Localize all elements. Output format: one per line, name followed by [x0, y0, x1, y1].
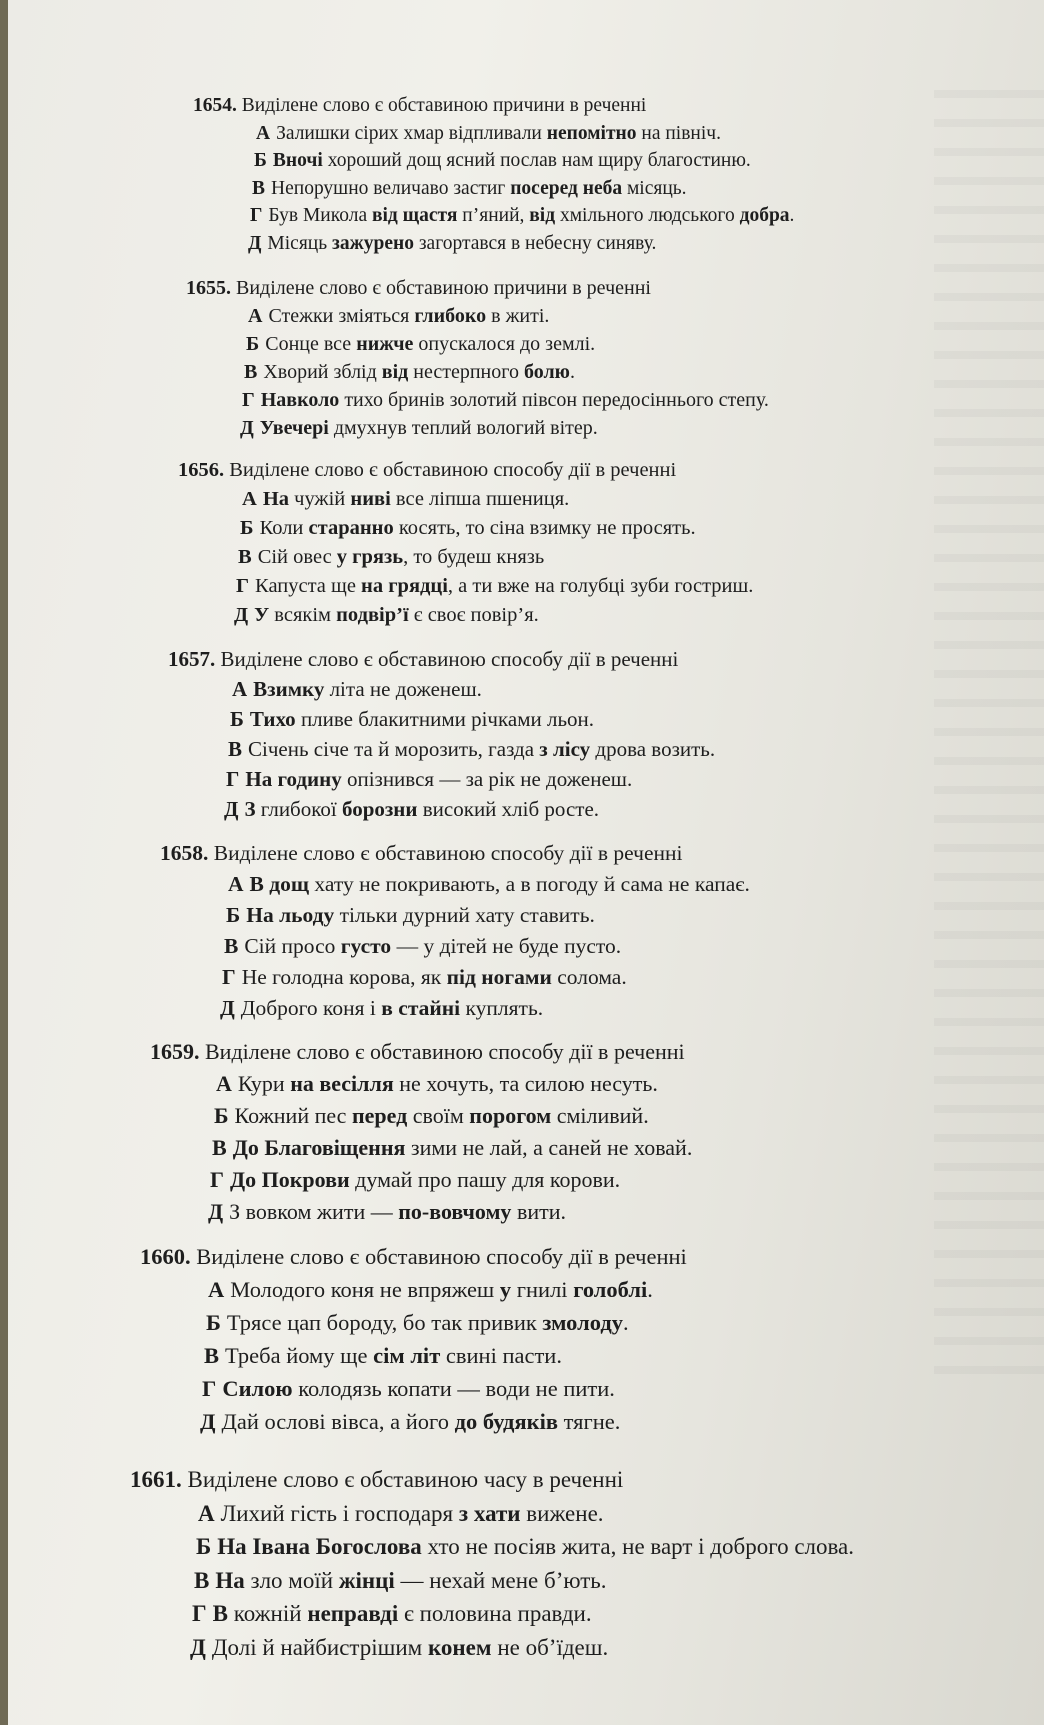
option-text: Капуста ще — [255, 575, 362, 597]
highlighted-word: від щастя — [371, 205, 458, 226]
answer-option-А — [256, 120, 1008, 148]
option-letter: Б — [214, 1103, 229, 1128]
option-letter: Д — [248, 232, 262, 254]
highlighted-word: конем — [427, 1634, 492, 1660]
option-text: тягне. — [557, 1409, 621, 1434]
option-letter: Д — [224, 797, 239, 821]
highlighted-word: болю — [523, 361, 570, 383]
answer-option-Д — [224, 794, 1008, 824]
option-text: хмільного людського — [555, 205, 740, 226]
option-letter: Б — [240, 517, 254, 539]
option-text: не об’їдеш. — [491, 1634, 609, 1660]
highlighted-word: глибоко — [414, 305, 487, 327]
answer-option-Б — [226, 900, 1008, 931]
question-number: 1661. — [130, 1467, 182, 1492]
question-prompt: Виділене слово є обставиною часу в реченні — [181, 1467, 624, 1492]
option-letter: А — [228, 872, 244, 896]
answer-option-Б — [246, 330, 1008, 358]
option-text: гнилі — [511, 1277, 574, 1302]
answer-option-А — [228, 869, 1008, 900]
highlighted-word: В — [212, 1601, 228, 1626]
question-1659 — [8, 1036, 1008, 1228]
option-letter: А — [248, 305, 263, 327]
option-letter: В — [228, 737, 243, 761]
question-heading — [140, 1240, 1008, 1273]
option-text: нестерпного — [408, 361, 524, 383]
answer-option-Г — [222, 962, 1008, 993]
option-letter: Б — [226, 903, 241, 927]
option-letter: Г — [236, 575, 250, 597]
answer-option-Д — [248, 230, 1008, 258]
question-1655 — [8, 274, 1008, 442]
answer-option-Д — [200, 1405, 1008, 1438]
highlighted-word: з хати — [458, 1500, 521, 1526]
highlighted-word: старанно — [308, 517, 394, 539]
option-text: З вовком жити — — [229, 1199, 399, 1224]
highlighted-word: під ногами — [446, 965, 552, 989]
option-text: Доброго коня і — [240, 996, 382, 1020]
highlighted-word: перед — [351, 1103, 408, 1128]
option-text: всякім — [269, 604, 337, 626]
answer-option-Д — [220, 993, 1008, 1024]
option-text: хто не посіяв жита, не варт і доброго слова. — [421, 1534, 855, 1559]
question-1657 — [8, 644, 1008, 824]
question-number: 1658. — [160, 841, 209, 865]
highlighted-word: До Покрови — [230, 1167, 350, 1192]
option-text: думай про пашу для корови. — [349, 1167, 621, 1192]
question-1661 — [8, 1463, 1008, 1664]
option-text: свині пасти. — [440, 1343, 562, 1368]
question-heading — [186, 274, 1008, 302]
answer-option-Б — [196, 1530, 1008, 1564]
answer-option-Г — [192, 1597, 1008, 1631]
option-text: Не голодна корова, як — [241, 965, 447, 989]
option-letter: В — [252, 177, 266, 199]
option-letter: Б — [206, 1310, 221, 1335]
option-letter: Г — [226, 767, 240, 791]
option-text: є половина правди. — [398, 1601, 592, 1626]
answer-option-Г — [210, 1164, 1008, 1196]
option-letter: В — [244, 361, 258, 383]
option-text: опускалося до землі. — [413, 333, 596, 355]
answer-option-Б — [230, 704, 1008, 734]
option-text: , а ти вже на голубці зуби гостриш. — [447, 575, 754, 597]
highlighted-word: в стайні — [381, 996, 461, 1020]
option-text: Хворий зблід — [263, 361, 382, 383]
highlighted-word: На — [262, 488, 290, 510]
highlighted-word: У — [254, 604, 270, 626]
question-prompt: Виділене слово є обставиною способу дії в реченні — [199, 1039, 685, 1064]
question-1658 — [8, 838, 1008, 1024]
highlighted-word: Вночі — [272, 150, 323, 171]
option-text: . — [569, 361, 575, 383]
question-heading — [130, 1463, 1008, 1497]
option-text: . — [647, 1277, 653, 1302]
answer-option-В — [194, 1564, 1008, 1598]
highlighted-word: по-вовчому — [398, 1199, 512, 1224]
highlighted-word: порогом — [469, 1103, 552, 1128]
option-text: дрова возить. — [590, 737, 716, 761]
option-text: дмухнув теплий вологий вітер. — [328, 417, 598, 439]
answer-option-В — [228, 734, 1008, 764]
option-letter: Д — [220, 996, 235, 1020]
option-text: опізнився — за рік не доженеш. — [341, 767, 633, 791]
option-text: . — [789, 205, 795, 226]
question-number: 1659. — [150, 1039, 200, 1064]
option-letter: В — [204, 1343, 220, 1368]
question-heading — [160, 838, 1008, 869]
highlighted-word: До Благовіщення — [232, 1135, 406, 1160]
option-letter: Б — [246, 333, 260, 355]
highlighted-word: голоблі — [573, 1277, 648, 1302]
option-text: Треба йому ще — [225, 1343, 374, 1368]
option-text: Дай ослові вівса, а його — [221, 1409, 455, 1434]
option-text: Трясе цап бороду, бо так привик — [226, 1310, 543, 1335]
option-text: літа не доженеш. — [324, 677, 482, 701]
question-number: 1656. — [178, 459, 225, 481]
option-text: Кожний пес — [234, 1103, 352, 1128]
question-1660 — [8, 1240, 1008, 1438]
highlighted-word: На — [215, 1567, 245, 1593]
option-text: Сій овес — [257, 546, 337, 568]
option-text: п’яний, — [457, 205, 530, 226]
option-text: — у дітей не буде пусто. — [391, 934, 622, 958]
highlighted-word: Увечері — [259, 417, 329, 439]
answer-option-В — [252, 175, 1008, 203]
highlighted-word: посеред неба — [510, 177, 623, 199]
option-letter: В — [194, 1567, 210, 1593]
option-text: колодязь копати — води не пити. — [292, 1376, 615, 1401]
question-number: 1654. — [193, 95, 237, 116]
highlighted-word: зажурено — [332, 232, 414, 254]
option-text: куплять. — [460, 996, 544, 1020]
answer-option-Г — [242, 386, 1008, 414]
option-text: Сонце все — [265, 333, 357, 355]
option-text: Місяць — [267, 232, 333, 254]
option-letter: Д — [200, 1409, 216, 1434]
option-letter: А — [256, 122, 271, 144]
answer-option-Г — [226, 764, 1008, 794]
answer-option-Г — [250, 202, 1008, 230]
option-text: кожній — [227, 1601, 308, 1626]
option-letter: А — [232, 677, 248, 701]
answer-option-А — [248, 302, 1008, 330]
option-text: тільки дурний хату ставить. — [334, 903, 595, 927]
question-prompt: Виділене слово є обставиною способу дії в реченні — [190, 1244, 687, 1269]
question-1654 — [8, 92, 1008, 257]
textbook-page — [8, 0, 1044, 1725]
highlighted-word: змолоду — [542, 1310, 623, 1335]
option-letter: А — [242, 488, 257, 510]
question-heading — [168, 644, 1008, 674]
option-letter: В — [212, 1135, 227, 1160]
option-text: в житі. — [486, 305, 550, 327]
option-letter: Г — [210, 1167, 224, 1192]
option-letter: Д — [240, 417, 254, 439]
question-number: 1660. — [140, 1244, 191, 1269]
option-letter: Г — [222, 965, 236, 989]
answer-option-А — [232, 674, 1008, 704]
answer-option-А — [242, 485, 1008, 514]
highlighted-word: В дощ — [249, 872, 310, 896]
answer-option-В — [212, 1132, 1008, 1164]
question-1656 — [8, 456, 1008, 630]
answer-option-Д — [240, 414, 1008, 442]
highlighted-word: з — [539, 737, 548, 761]
option-text: косять, то сіна взимку не просять. — [393, 517, 696, 539]
answer-option-Б — [240, 514, 1008, 543]
option-text: Стежки зміяться — [268, 305, 415, 327]
option-letter: Г — [202, 1376, 217, 1401]
highlighted-word: лісу — [552, 737, 591, 761]
option-text: хороший дощ ясний послав нам щиру благостиню. — [322, 150, 751, 171]
question-prompt: Виділене слово є обставиною причини в реченні — [231, 277, 651, 299]
option-text: своїм — [407, 1103, 470, 1128]
highlighted-word: Навколо — [260, 389, 340, 411]
option-text: сміливий. — [551, 1103, 649, 1128]
option-text: Кури — [237, 1071, 291, 1096]
option-letter: Б — [254, 150, 267, 171]
option-text: місяць. — [622, 177, 687, 199]
answer-option-Д — [190, 1631, 1008, 1665]
option-letter: А — [208, 1277, 225, 1302]
answer-option-В — [204, 1339, 1008, 1372]
option-text: Залишки сірих хмар відпливали — [276, 122, 547, 144]
question-number: 1655. — [186, 277, 231, 299]
option-text: загортався в небесну синяву. — [413, 232, 657, 254]
highlighted-word: На Івана Богослова — [217, 1534, 422, 1559]
option-text: Лихий гість і господаря — [220, 1500, 459, 1526]
answer-option-А — [216, 1068, 1008, 1100]
highlighted-word: жінці — [338, 1567, 395, 1593]
highlighted-word: до будяків — [454, 1409, 558, 1434]
option-text: є своє повір’я. — [408, 604, 539, 626]
option-text: , то будеш князь — [403, 546, 545, 568]
option-letter: А — [216, 1071, 232, 1096]
question-heading — [150, 1036, 1008, 1068]
highlighted-word: у — [499, 1277, 512, 1302]
answer-option-Б — [254, 147, 1008, 175]
option-text: вижене. — [520, 1500, 604, 1526]
question-prompt: Виділене слово є обставиною способу дії в реченні — [215, 647, 679, 671]
highlighted-word: подвір’ї — [336, 604, 409, 626]
question-prompt: Виділене слово є обставиною способу дії в реченні — [224, 459, 677, 481]
answer-option-Б — [214, 1100, 1008, 1132]
highlighted-word: На льоду — [246, 903, 335, 927]
highlighted-word: від — [381, 361, 409, 383]
option-text: Січень січе та й морозить, газда — [248, 737, 540, 761]
option-text: Коли — [259, 517, 309, 539]
option-letter: Г — [192, 1601, 207, 1626]
question-prompt: Виділене слово є обставиною причини в реченні — [236, 95, 647, 116]
option-text: не хочуть, та силою несуть. — [393, 1071, 658, 1096]
option-letter: Д — [234, 604, 249, 626]
option-letter: Д — [190, 1634, 206, 1660]
highlighted-word: від — [529, 205, 556, 226]
answer-option-А — [208, 1273, 1008, 1306]
highlighted-word: густо — [340, 934, 392, 958]
option-text: Був Микола — [268, 205, 372, 226]
option-text: — нехай мене б’ють. — [394, 1567, 607, 1593]
option-letter: Д — [208, 1199, 224, 1224]
option-text: Долі й найбистрішим — [211, 1634, 428, 1660]
answer-option-Д — [234, 601, 1008, 630]
highlighted-word: Тихо — [249, 707, 296, 731]
option-text: пливе блакитними річками льон. — [295, 707, 595, 731]
answer-option-Д — [208, 1196, 1008, 1228]
option-text: . — [623, 1310, 629, 1335]
question-prompt: Виділене слово є обставиною способу дії в реченні — [208, 841, 683, 865]
option-text: тихо бринів золотий півсон передосіннього степу. — [339, 389, 769, 411]
highlighted-word: З — [244, 797, 256, 821]
option-letter: Б — [196, 1534, 212, 1559]
option-letter: Г — [242, 389, 255, 411]
option-text: зими не лай, а саней не ховай. — [405, 1135, 693, 1160]
answer-option-В — [244, 358, 1008, 386]
option-text: все ліпша пшениця. — [390, 488, 570, 510]
highlighted-word: на грядці — [361, 575, 448, 597]
option-letter: А — [198, 1500, 215, 1526]
highlighted-word: Силою — [222, 1376, 293, 1401]
highlighted-word: сім літ — [373, 1343, 441, 1368]
option-text: Молодого коня не впряжеш — [230, 1277, 500, 1302]
option-text: чужій — [289, 488, 351, 510]
answer-option-В — [238, 543, 1008, 572]
answer-option-Г — [202, 1372, 1008, 1405]
option-text: вити. — [511, 1199, 566, 1224]
option-letter: Б — [230, 707, 244, 731]
option-text: солома. — [551, 965, 627, 989]
highlighted-word: на весілля — [290, 1071, 394, 1096]
highlighted-word: непомітно — [546, 122, 637, 144]
question-heading — [178, 456, 1008, 485]
answer-option-Г — [236, 572, 1008, 601]
highlighted-word: Взимку — [253, 677, 325, 701]
option-text: на північ. — [636, 122, 721, 144]
highlighted-word: борозни — [341, 797, 418, 821]
option-text: високий хліб росте. — [417, 797, 600, 821]
highlighted-word: добра — [739, 205, 790, 226]
highlighted-word: На годину — [245, 767, 342, 791]
option-text: Непорушно величаво застиг — [271, 177, 511, 199]
option-text: хату не покривають, а в погоду й сама не капає. — [309, 872, 750, 896]
option-text: Сій просо — [244, 934, 341, 958]
highlighted-word: нижче — [356, 333, 414, 355]
question-heading — [193, 92, 1008, 120]
option-letter: Г — [250, 205, 263, 226]
answer-option-В — [224, 931, 1008, 962]
answer-option-А — [198, 1497, 1008, 1531]
option-text: глибокої — [255, 797, 342, 821]
highlighted-word: неправді — [307, 1601, 399, 1626]
option-letter: В — [224, 934, 239, 958]
answer-option-Б — [206, 1306, 1008, 1339]
option-text: зло моїй — [244, 1567, 339, 1593]
question-number: 1657. — [168, 647, 216, 671]
highlighted-word: ниві — [350, 488, 391, 510]
highlighted-word: у грязь — [336, 546, 404, 568]
option-letter: В — [238, 546, 252, 568]
